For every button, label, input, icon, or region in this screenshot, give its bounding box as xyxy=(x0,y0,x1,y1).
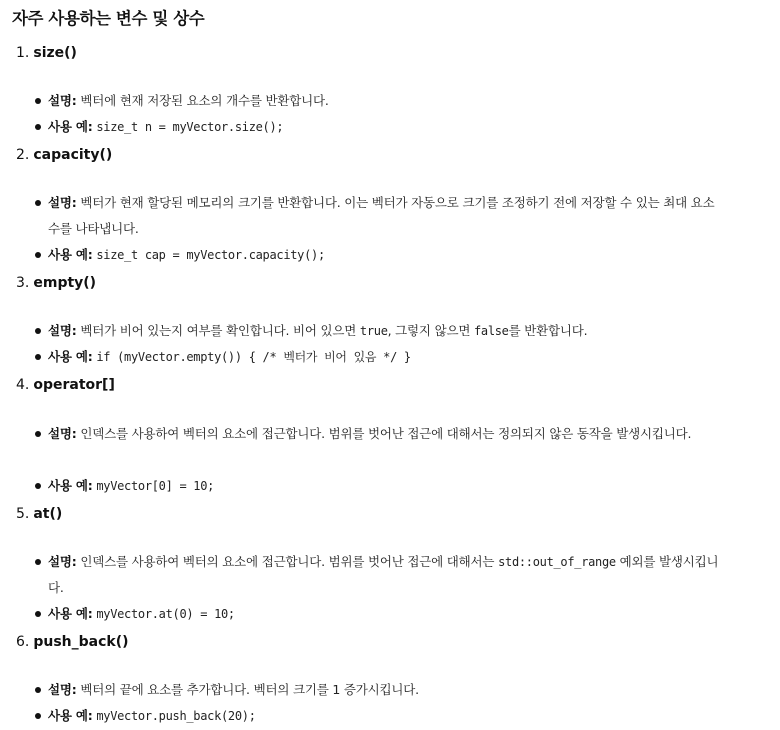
section-heading-size xyxy=(16,45,77,61)
example-label: 사용 예: xyxy=(48,119,93,134)
section-name: size() xyxy=(33,45,77,61)
section-number: 5. xyxy=(16,506,30,522)
description-text: 인덱스를 사용하여 벡터의 요소에 접근합니다. 범위를 벗어난 접근에 대해서는 xyxy=(80,554,495,569)
description-text: 벡터가 비어 있는지 여부를 확인합니다. 비어 있으면 xyxy=(80,323,357,338)
inline-code: true xyxy=(359,324,388,338)
description-text: 벡터에 현재 저장된 요소의 개수를 반환합니다. xyxy=(80,93,329,108)
example-code: if (myVector.empty()) { /* 벡터가 비어 있음 */ } xyxy=(96,350,411,364)
description-item xyxy=(48,421,728,447)
description-label: 설명: xyxy=(48,554,77,569)
page-title: 자주 사용하는 변수 및 상수 xyxy=(12,9,205,28)
section-heading-operator xyxy=(16,377,115,393)
example-label: 사용 예: xyxy=(48,247,93,262)
example-label: 사용 예: xyxy=(48,708,93,723)
section-number: 3. xyxy=(16,275,30,291)
description-text: 벡터의 끝에 요소를 추가합니다. 벡터의 크기를 1 증가시킵니다. xyxy=(80,682,419,697)
example-code: myVector[0] = 10; xyxy=(96,479,215,493)
example-item xyxy=(48,473,728,499)
description-item xyxy=(48,677,728,703)
example-label: 사용 예: xyxy=(48,478,93,493)
example-item xyxy=(48,242,728,268)
inline-code: false xyxy=(473,324,509,338)
description-text: 벡터가 현재 할당된 메모리의 크기를 반환합니다. 이는 벡터가 자동으로 크기를 조정하기 전에 저장할 수 있는 최대 요소 수를 나타냅니다. xyxy=(48,195,715,236)
description-label: 설명: xyxy=(48,195,77,210)
section-number: 1. xyxy=(16,45,30,61)
description-label: 설명: xyxy=(48,426,77,441)
example-label: 사용 예: xyxy=(48,349,93,364)
section-number: 4. xyxy=(16,377,30,393)
description-label: 설명: xyxy=(48,93,77,108)
section-number: 6. xyxy=(16,634,30,650)
description-item xyxy=(48,549,728,601)
example-item xyxy=(48,601,728,627)
example-item xyxy=(48,703,728,729)
section-heading-capacity xyxy=(16,147,112,163)
inline-code: std::out_of_range xyxy=(498,555,616,569)
description-label: 설명: xyxy=(48,323,77,338)
section-heading-at xyxy=(16,506,62,522)
example-code: size_t n = myVector.size(); xyxy=(96,120,284,134)
description-text: , 그렇지 않으면 xyxy=(387,323,471,338)
description-item xyxy=(48,190,728,242)
section-name: empty() xyxy=(33,275,97,291)
section-number: 2. xyxy=(16,147,30,163)
description-item xyxy=(48,318,728,344)
example-label: 사용 예: xyxy=(48,606,93,621)
section-heading-push-back xyxy=(16,634,129,650)
description-text: 예외를 발생시킵니다. xyxy=(48,554,719,595)
example-item xyxy=(48,114,728,140)
section-name: capacity() xyxy=(33,147,113,163)
description-item xyxy=(48,88,728,114)
example-code: myVector.push_back(20); xyxy=(96,709,256,723)
example-code: size_t cap = myVector.capacity(); xyxy=(96,248,325,262)
section-name: operator[] xyxy=(33,377,115,393)
description-text: 인덱스를 사용하여 벡터의 요소에 접근합니다. 범위를 벗어난 접근에 대해서는 정의되지 않은 동작을 발생시킵니다. xyxy=(80,426,692,441)
description-text: 를 반환합니다. xyxy=(508,323,588,338)
example-code: myVector.at(0) = 10; xyxy=(96,607,235,621)
example-item xyxy=(48,344,728,370)
description-label: 설명: xyxy=(48,682,77,697)
section-heading-empty xyxy=(16,275,96,291)
section-name: at() xyxy=(33,506,63,522)
section-name: push_back() xyxy=(33,634,129,650)
